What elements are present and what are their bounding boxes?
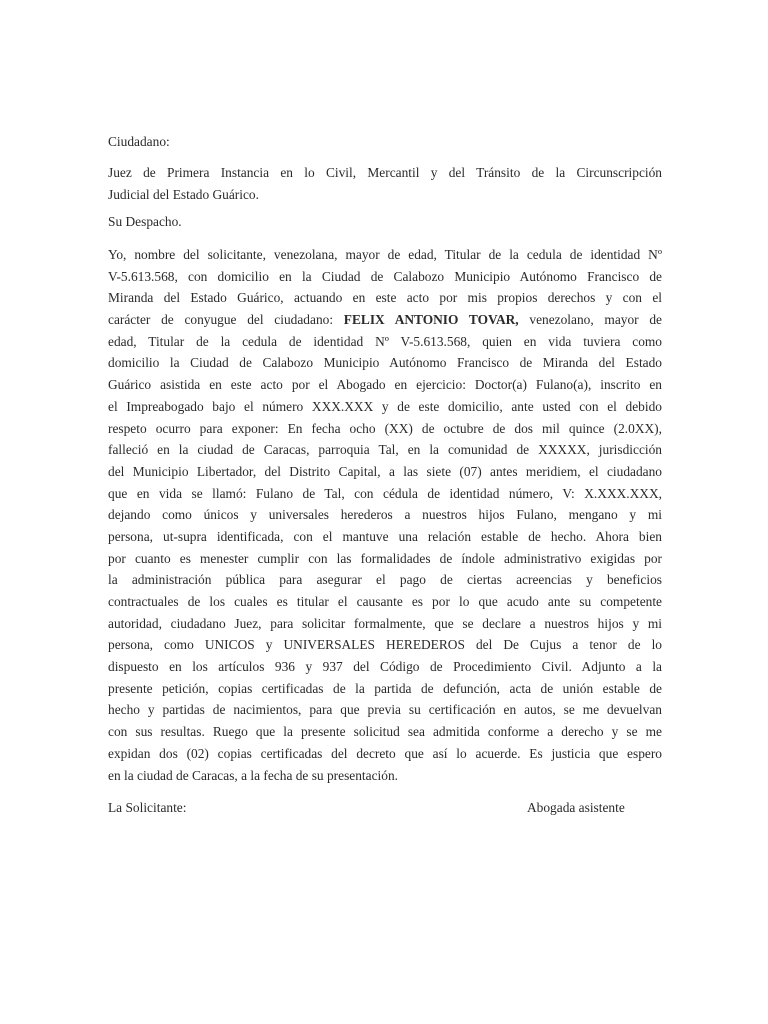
body-line: el Impreabogado bajo el número XXX.XXX y de este domicilio, ante usted con el debido: [108, 398, 662, 414]
addressee-paragraph: [108, 162, 662, 205]
body-line: falleció en la ciudad de Caracas, parroquia Tal, en la comunidad de XXXXX, jurisdicción: [108, 442, 662, 458]
body-line: dispuesto en los artículos 936 y 937 del Código de Procedimiento Civil. Adjunto a la: [108, 659, 662, 675]
body-line: dejando como únicos y universales herederos a nuestros hijos Fulano, mengano y mi: [108, 507, 662, 523]
body-line: del Municipio Libertador, del Distrito Capital, a las siete (07) antes meridiem, el ciudadano: [108, 463, 662, 479]
body-line: Guárico asistida en este acto por el Abogado en ejercicio: Doctor(a) Fulano(a), inscrito en: [108, 377, 662, 393]
body-line: edad, Titular de la cedula de identidad Nº V-5.613.568, quien en vida tuviera como: [108, 333, 662, 349]
signature-attorney: Abogada asistente: [527, 800, 625, 815]
body-line: Yo, nombre del solicitante, venezolana, mayor de edad, Titular de la cedula de identidad Nº: [108, 247, 662, 262]
body-line: que en vida se llamó: Fulano de Tal, con cédula de identidad número, V: X.XXX.XXX,: [108, 485, 662, 501]
salutation: Ciudadano:: [108, 134, 170, 149]
body-line: hecho y partidas de nacimientos, para que previa su certificación en autos, se me devuelvan: [108, 702, 662, 718]
body-line: contractuales de los cuales es titular el causante es por lo que acudo ante su competente: [108, 594, 662, 609]
su-despacho: Su Despacho.: [108, 214, 182, 229]
body-line-text: venezolano, mayor de: [518, 312, 662, 328]
body-line: la administración pública para asegurar el pago de ciertas acreencias y beneficios: [108, 572, 662, 588]
signature-applicant: La Solicitante:: [108, 800, 187, 815]
body-line: V-5.613.568, con domicilio en la Ciudad de Calabozo Municipio Autónomo Francisco de: [108, 268, 662, 284]
bold-name: FELIX ANTONIO TOVAR,: [343, 312, 519, 328]
body-line: por cuanto es menester cumplir con las formalidades de índole administrativo exigidas por: [108, 550, 662, 566]
body-line: en la ciudad de Caracas, a la fecha de su presentación.: [108, 767, 398, 783]
addressee-line: Juez de Primera Instancia en lo Civil, Mercantil y del Tránsito de la Circunscripción: [108, 165, 662, 180]
body-line: presente petición, copias certificadas de la partida de defunción, acta de unión estable de: [108, 680, 662, 696]
body-line: expidan dos (02) copias certificadas del decreto que así lo acuerde. Es justicia que espero: [108, 745, 662, 761]
body-line: Miranda del Estado Guárico, actuando en este acto por mis propios derechos y con el: [108, 290, 662, 306]
body-line: autoridad, ciudadano Juez, para solicitar formalmente, que se declare a nuestros hijos y mi: [108, 615, 662, 631]
body-line: persona, ut-supra identificada, con el mantuve una relación estable de hecho. Ahora bien: [108, 528, 662, 544]
body-line: respeto ocurro para exponer: En fecha ocho (XX) de octubre de dos mil quince (2.0XX),: [108, 420, 662, 436]
addressee-line: Judicial del Estado Guárico.: [108, 186, 259, 202]
body-line: domicilio la Ciudad de Calabozo Municipio Autónomo Francisco de Miranda del Estado: [108, 355, 662, 371]
body-paragraph: [108, 244, 662, 786]
body-line-text: carácter de conyugue del ciudadano:: [108, 312, 344, 328]
document-page: [108, 0, 662, 1024]
body-line: persona, como UNICOS y UNIVERSALES HEREDEROS del De Cujus a tenor de lo: [108, 637, 662, 653]
body-line-with-bold-name: [108, 309, 662, 331]
body-line: con sus resultas. Ruego que la presente solicitud sea admitida conforme a derecho y se me: [108, 724, 662, 740]
